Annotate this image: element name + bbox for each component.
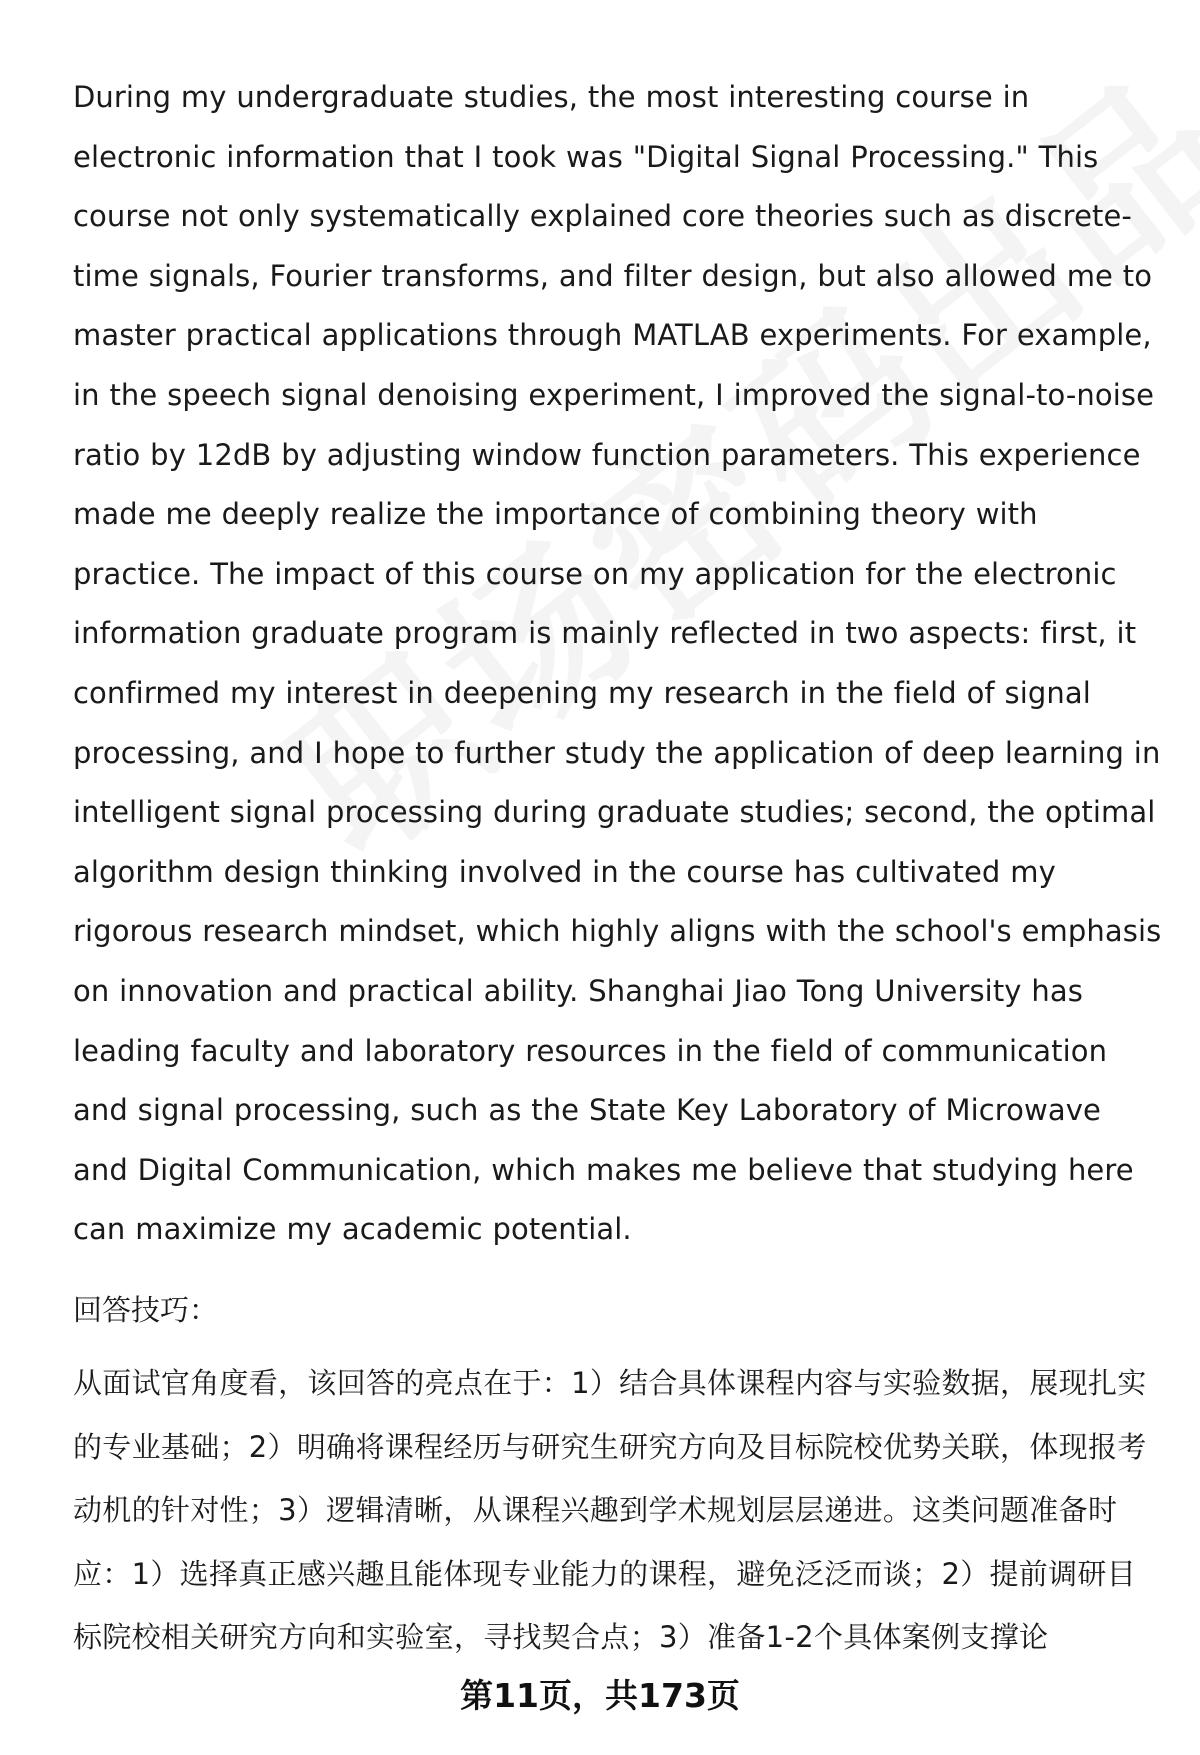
- page-number: 第11页，共173页: [460, 1676, 740, 1715]
- tips-heading: 回答技巧：: [73, 1293, 219, 1327]
- answer-paragraph: During my undergraduate studies, the most interesting course in electronic information that I took was "Digital Signal Processing." This course not only systematically explained core theories such as discrete-time signals, Fourier transforms, and filter design, but also allowed me to master practical applications through MATLAB experiments. For example, in the speech signal denoising experiment, I improved the signal-to-noise ratio by 12dB by adjusting window function parameters. This experience made me deeply realize the importance of combining theory with practice. The impact of this course on my application for the electronic information graduate program is mainly reflected in two aspects: first, it confirmed my interest in deepening my research in the field of signal processing, and I hope to further study the application of deep learning in intelligent signal processing during graduate studies; second, the optimal algorithm design thinking involved in the course has cultivated my rigorous research mindset, which highly aligns with the school's emphasis on innovation and practical ability. Shanghai Jiao Tong University has leading faculty and laboratory resources in the field of communication and signal processing, such as the State Key Laboratory of Microwave and Digital Communication, which makes me believe that studying here can maximize my academic potential.: [73, 80, 1162, 1247]
- tips-paragraph: 从面试官角度看，该回答的亮点在于：1）结合具体课程内容与实验数据，展现扎实的专业基础；2）明确将课程经历与研究生研究方向及目标院校优势关联，体现报考动机的针对性；3）逻辑清晰，从课程兴趣到学术规划层层递进。这类问题准备时应：1）选择真正感兴趣且能体现专业能力的课程，避免泛泛而谈；2）提前调研目标院校相关研究方向和实验室，寻找契合点；3）准备1-2个具体案例支撑论: [73, 1366, 1147, 1654]
